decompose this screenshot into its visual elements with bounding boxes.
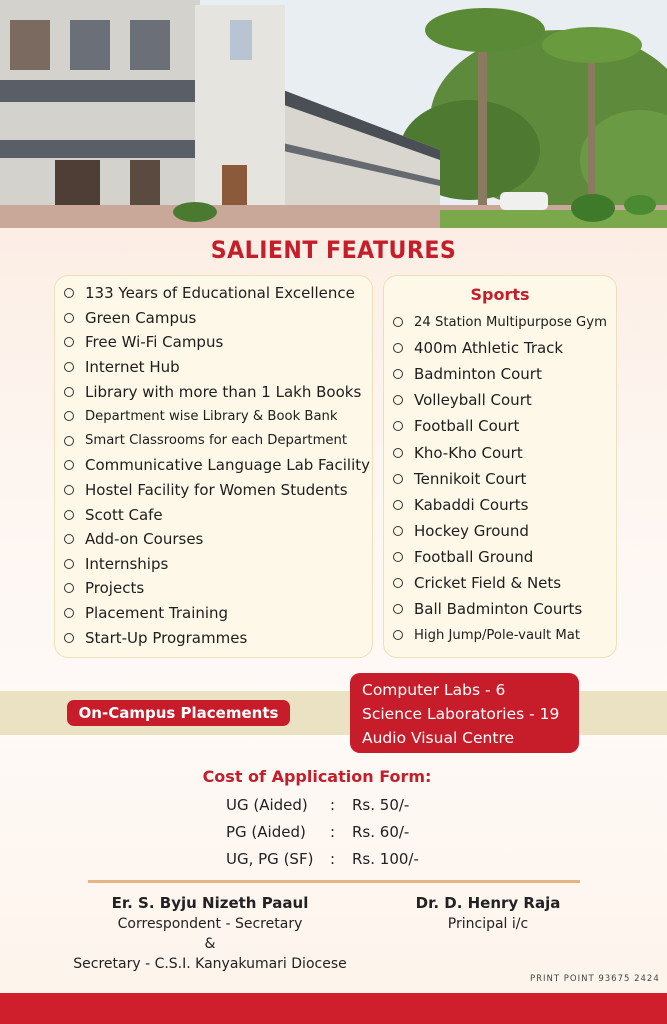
placements-badge: On-Campus Placements <box>67 700 290 726</box>
signatory-name: Dr. D. Henry Raja <box>415 894 561 912</box>
list-item-text: Hostel Facility for Women Students <box>85 481 348 500</box>
list-item-text: 400m Athletic Track <box>414 339 564 358</box>
list-item-text: Football Ground <box>414 547 534 566</box>
list-item <box>64 502 370 527</box>
cost-separator: : <box>330 796 336 814</box>
list-item <box>393 361 607 387</box>
features-list <box>64 281 370 650</box>
labs-item: Audio Visual Centre <box>362 729 515 747</box>
list-item-text: 24 Station Multipurpose Gym <box>414 314 607 330</box>
bullet-icon <box>64 436 74 446</box>
list-item-text: Department wise Library & Book Bank <box>85 408 338 424</box>
footer-bar <box>0 993 667 1024</box>
bullet-icon <box>64 288 74 298</box>
list-item <box>64 478 370 503</box>
sports-box <box>383 275 617 658</box>
list-item <box>64 527 370 552</box>
cost-label: UG, PG (SF) <box>226 850 314 868</box>
bullet-icon <box>393 474 403 484</box>
campus-photo <box>0 0 667 228</box>
list-item <box>64 355 370 380</box>
bullet-icon <box>393 317 403 327</box>
features-box <box>54 275 373 658</box>
bullet-icon <box>393 369 403 379</box>
bullet-icon <box>393 421 403 431</box>
bullet-icon <box>393 526 403 536</box>
labs-box <box>350 673 579 753</box>
list-item <box>393 387 607 413</box>
list-item <box>64 379 370 404</box>
cost-row <box>0 850 667 876</box>
cost-price: Rs. 50/- <box>352 796 410 814</box>
signatory-role: Correspondent - Secretary <box>117 916 303 932</box>
bullet-icon <box>393 500 403 510</box>
bullet-icon <box>64 559 74 569</box>
list-item-text: Communicative Language Lab Facility <box>85 456 370 475</box>
list-item-text: Cricket Field & Nets <box>414 573 562 592</box>
bullet-icon <box>64 411 74 421</box>
list-item <box>64 429 370 454</box>
list-item-text: Green Campus <box>85 308 197 327</box>
signatory-correspondent <box>60 892 360 974</box>
list-item-text: Kho-Kho Court <box>414 443 523 462</box>
list-item-text: Ball Badminton Courts <box>414 600 583 619</box>
cost-separator: : <box>330 823 336 841</box>
list-item-text: High Jump/Pole-vault Mat <box>414 627 581 643</box>
bullet-icon <box>64 387 74 397</box>
list-item <box>393 413 607 439</box>
cost-row <box>0 823 667 849</box>
cost-label: UG (Aided) <box>226 796 308 814</box>
page-title: SALIENT FEATURES <box>210 236 457 264</box>
list-item-text: Football Court <box>414 417 520 436</box>
signatory-name: Er. S. Byju Nizeth Paaul <box>111 894 309 912</box>
cost-separator: : <box>330 850 336 868</box>
list-item-text: Kabaddi Courts <box>414 495 529 514</box>
list-item-text: Internships <box>85 554 169 573</box>
list-item <box>64 601 370 626</box>
bullet-icon <box>64 583 74 593</box>
list-item <box>393 570 607 596</box>
list-item-text: Internet Hub <box>85 358 180 377</box>
sports-heading: Sports <box>470 285 530 304</box>
list-item <box>64 552 370 577</box>
list-item-text: Free Wi-Fi Campus <box>85 333 224 352</box>
list-item <box>393 622 607 648</box>
list-item <box>64 330 370 355</box>
list-item <box>64 625 370 650</box>
bullet-icon <box>64 633 74 643</box>
list-item-text: Library with more than 1 Lakh Books <box>85 382 362 401</box>
list-item-text: Placement Training <box>85 604 229 623</box>
list-item-text: Projects <box>85 579 145 598</box>
bullet-icon <box>393 343 403 353</box>
bullet-icon <box>64 485 74 495</box>
list-item-text: Volleyball Court <box>414 391 532 410</box>
list-item <box>393 466 607 492</box>
signatory-role: Secretary - C.S.I. Kanyakumari Diocese <box>73 956 347 972</box>
bullet-icon <box>393 578 403 588</box>
list-item-text: Badminton Court <box>414 365 542 384</box>
list-item <box>393 544 607 570</box>
cost-price: Rs. 60/- <box>352 823 410 841</box>
bullet-icon <box>393 604 403 614</box>
cost-price: Rs. 100/- <box>352 850 419 868</box>
sports-list <box>393 309 607 648</box>
list-item-text: 133 Years of Educational Excellence <box>85 284 355 303</box>
list-item <box>64 453 370 478</box>
bullet-icon <box>64 510 74 520</box>
bullet-icon <box>64 313 74 323</box>
list-item <box>393 335 607 361</box>
labs-item: Science Laboratories - 19 <box>362 705 560 723</box>
bullet-icon <box>393 448 403 458</box>
signatory-principal <box>388 892 588 934</box>
list-item <box>393 492 607 518</box>
list-item <box>64 281 370 306</box>
bullet-icon <box>393 630 403 640</box>
list-item <box>64 576 370 601</box>
divider <box>88 880 580 883</box>
list-item-text: Tennikoit Court <box>414 469 527 488</box>
signatory-role: Principal i/c <box>447 916 529 932</box>
bullet-icon <box>64 608 74 618</box>
labs-item: Computer Labs - 6 <box>362 681 506 699</box>
list-item <box>393 518 607 544</box>
list-item <box>64 404 370 429</box>
list-item-text: Hockey Ground <box>414 521 529 540</box>
list-item-text: Scott Cafe <box>85 505 163 524</box>
list-item <box>393 439 607 465</box>
list-item <box>393 309 607 335</box>
list-item-text: Start-Up Programmes <box>85 628 248 647</box>
cost-row <box>0 796 667 822</box>
cost-label: PG (Aided) <box>226 823 306 841</box>
bullet-icon <box>64 534 74 544</box>
list-item <box>64 306 370 331</box>
bullet-icon <box>393 395 403 405</box>
bullet-icon <box>64 460 74 470</box>
list-item-text: Smart Classrooms for each Department <box>85 433 348 449</box>
print-credit: PRINT POINT 93675 2424 <box>530 974 660 984</box>
signatory-ampersand: & <box>204 936 216 952</box>
list-item <box>393 596 607 622</box>
list-item-text: Add-on Courses <box>85 530 204 549</box>
bullet-icon <box>64 337 74 347</box>
cost-heading: Cost of Application Form: <box>202 767 432 786</box>
bullet-icon <box>64 362 74 372</box>
bullet-icon <box>393 552 403 562</box>
